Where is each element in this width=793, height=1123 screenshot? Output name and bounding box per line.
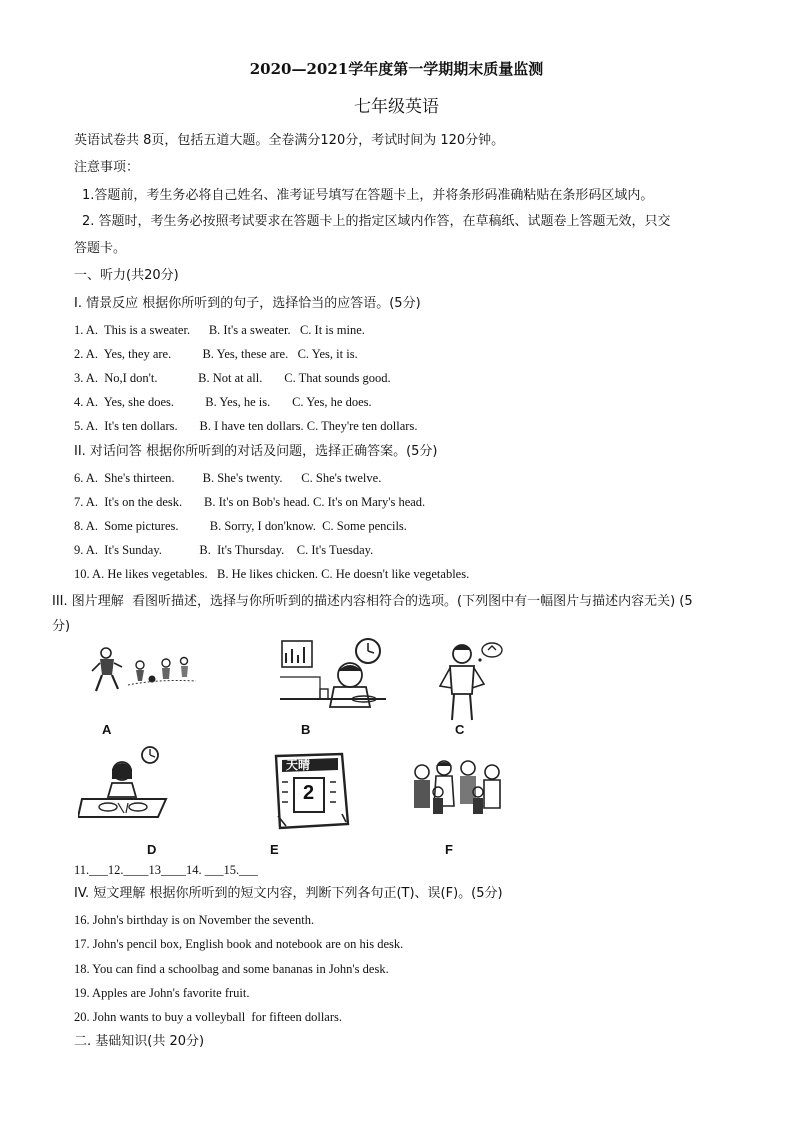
picture-c-man-thinking xyxy=(430,640,520,722)
part1-heading: 一、听力(共20分) xyxy=(74,268,179,283)
picture-e-calendar xyxy=(272,752,352,832)
section-3-heading-a: III. 图片理解 看图听描述，选择与你所听到的描述内容相符合的选项。(下列图中有一幅图片与描述内容无关) (5 xyxy=(52,594,693,609)
question-item: 20. John wants to buy a volleyball for fifteen dollars. xyxy=(74,1010,342,1024)
section-1-heading: I. 情景反应 根据你所听到的句子，选择恰当的应答语。(5分) xyxy=(74,296,421,311)
question-item: 5. A. It's ten dollars. B. I have ten dollars. C. They're ten dollars. xyxy=(74,419,418,433)
picture-a-kids-playing xyxy=(88,645,198,697)
picture-label: E xyxy=(270,842,279,857)
question-item: 18. You can find a schoolbag and some bananas in John's desk. xyxy=(74,962,389,976)
question-item: 8. A. Some pictures. B. Sorry, I don'know. C. Some pencils. xyxy=(74,519,407,533)
part2-heading: 二. 基础知识(共 20分) xyxy=(74,1034,205,1049)
section-3-heading-b: 分) xyxy=(52,619,71,634)
picture-label: F xyxy=(445,842,453,857)
note-2a: 2. 答题时，考生务必按照考试要求在答题卡上的指定区域内作答，在草稿纸、试题卷上答题无效，只交 xyxy=(82,214,671,229)
picture-label: D xyxy=(147,842,157,857)
question-item: 6. A. She's thirteen. B. She's twenty. C. She's twelve. xyxy=(74,471,382,485)
question-item: 16. John's birthday is on November the seventh. xyxy=(74,913,315,927)
question-item: 4. A. Yes, she does. B. Yes, he is. C. Yes, he does. xyxy=(74,395,372,409)
note-1: 1.答题前，考生务必将自己姓名、准考证号填写在答题卡上，并将条形码准确粘贴在条形码区域内。 xyxy=(82,188,654,203)
question-item: 10. A. He likes vegetables. B. He likes chicken. C. He doesn't like vegetables. xyxy=(74,567,470,581)
section-4-heading: IV. 短文理解 根据你所听到的短文内容，判断下列各句正(T)、误(F)。(5分) xyxy=(74,886,503,901)
exam-subtitle: 七年级英语 xyxy=(354,97,439,117)
question-item: 17. John's pencil box, English book and notebook are on his desk. xyxy=(74,937,404,951)
calendar-top-text: 天晴 xyxy=(286,758,311,772)
question-item: 3. A. No,I don't. B. Not at all. C. That sounds good. xyxy=(74,371,391,385)
picture-label: B xyxy=(301,722,311,737)
exam-title: 2020—2021学年度第一学期期末质量监测 xyxy=(249,60,544,78)
picture-label: C xyxy=(455,722,465,737)
picture-d-girl-at-table xyxy=(78,745,188,823)
notes-title: 注意事项： xyxy=(74,160,140,175)
question-item: 2. A. Yes, they are. B. Yes, these are. C. Yes, it is. xyxy=(74,347,358,361)
calendar-number: 2 xyxy=(303,782,315,804)
answer-blanks[interactable]: 11.___12.____13____14. ___15.___ xyxy=(74,863,258,877)
note-2b: 答题卡。 xyxy=(74,241,127,256)
question-item: 19. Apples are John's favorite fruit. xyxy=(74,986,250,1000)
question-item: 7. A. It's on the desk. B. It's on Bob's head. C. It's on Mary's head. xyxy=(74,495,426,509)
question-item: 1. A. This is a sweater. B. It's a sweater. C. It is mine. xyxy=(74,323,365,337)
question-item: 9. A. It's Sunday. B. It's Thursday. C. It's Tuesday. xyxy=(74,543,374,557)
picture-label: A xyxy=(102,722,112,737)
picture-f-family xyxy=(408,760,508,816)
picture-b-boy-eating xyxy=(280,637,390,717)
intro-line: 英语试卷共 8页，包括五道大题。全卷满分120分，考试时间为 120分钟。 xyxy=(74,133,505,148)
section-2-heading: II. 对话问答 根据你所听到的对话及问题，选择正确答案。(5分) xyxy=(74,444,438,459)
